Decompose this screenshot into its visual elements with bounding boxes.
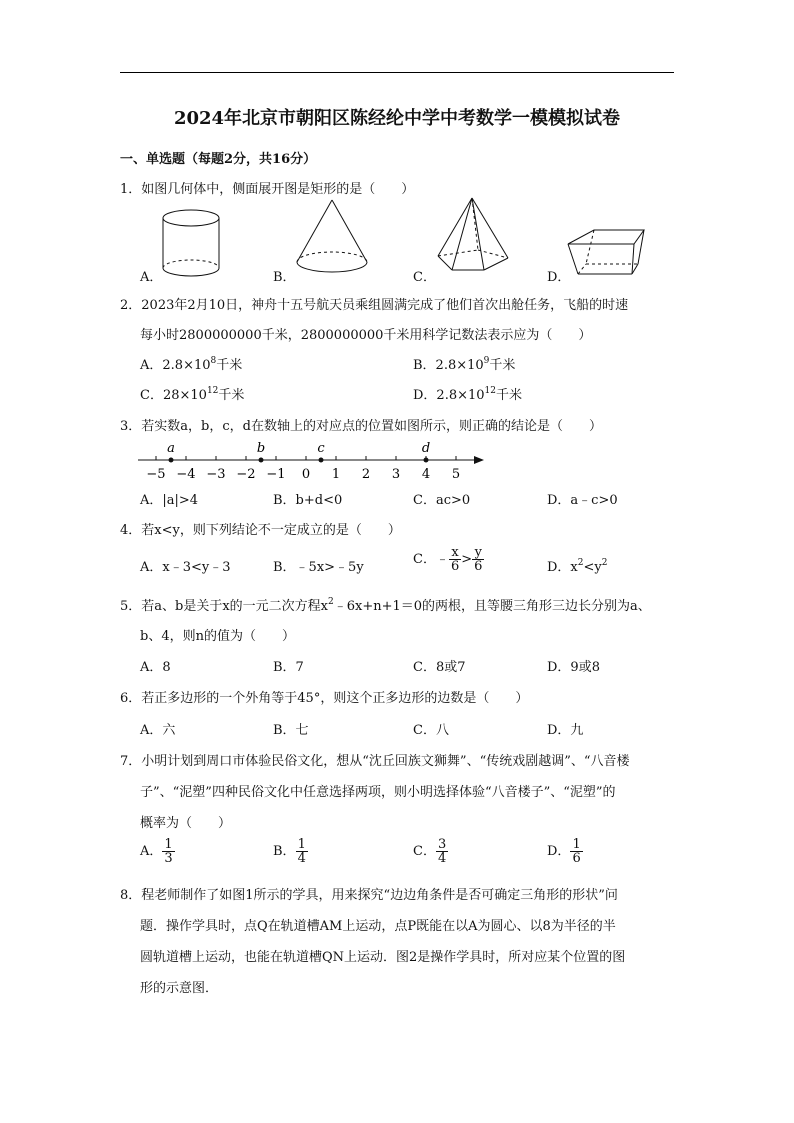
- q1-option-d[interactable]: D．: [547, 270, 571, 285]
- prism-icon: [566, 226, 646, 278]
- cylinder-icon: [160, 206, 222, 278]
- header-rule: [120, 72, 674, 73]
- axis-tick-label: −1: [266, 467, 286, 482]
- q4-stem: 4．若x<y，则下列结论不一定成立的是（ ）: [120, 523, 401, 538]
- q7-option-b[interactable]: B． $\frac{1}{4}$: [273, 837, 306, 866]
- q6-option-c[interactable]: C．八: [413, 723, 449, 738]
- q7-stem-line1: 7．小明计划到周口市体验民俗文化，想从“沈丘回族文狮舞”、“传统戏剧越调”、“八音楼: [120, 754, 630, 769]
- q3-option-b[interactable]: B．b+d<0: [273, 493, 343, 508]
- axis-tick-label: −4: [176, 467, 196, 482]
- q6-option-a[interactable]: A．六: [140, 723, 176, 738]
- axis-arrow-icon: [474, 456, 484, 464]
- number-line-point: [259, 458, 264, 463]
- q2-option-a[interactable]: A．$2.8\times 10^8$千米: [140, 355, 243, 373]
- number-line-point-label: d: [421, 441, 431, 456]
- number-line-point-label: b: [256, 441, 266, 456]
- q5-option-a[interactable]: A．8: [140, 660, 171, 675]
- q2-option-d[interactable]: D．$2.8\times 10^{12}$千米: [413, 385, 523, 403]
- q6-option-b[interactable]: B．七: [273, 723, 309, 738]
- q5-stem-line2: b、4，则n的值为（ ）: [140, 629, 295, 644]
- axis-tick-label: −2: [236, 467, 256, 482]
- axis-tick-label: 4: [421, 467, 431, 482]
- q8-stem-line4: 形的示意图．: [140, 981, 219, 996]
- q7-option-a[interactable]: A． $\frac{1}{3}$: [140, 837, 173, 866]
- q7-stem-line3: 概率为（ ）: [140, 816, 232, 831]
- q3-option-d[interactable]: D．a﹣c>0: [547, 493, 618, 508]
- axis-tick-label: 1: [331, 467, 341, 482]
- q6-option-d[interactable]: D．九: [547, 723, 584, 738]
- q4-option-d[interactable]: D．$x^2<y^2$: [547, 557, 608, 575]
- q8-stem-line2: 题．操作学具时，点Q在轨道槽AM上运动，点P既能在以A为圆心、以8为半径的半: [140, 919, 616, 934]
- q1-option-b[interactable]: B．: [273, 270, 296, 285]
- q6-stem: 6．若正多边形的一个外角等于45°，则这个正多边形的边数是（ ）: [120, 691, 529, 706]
- q7-stem-line2: 子”、“泥塑”四种民俗文化中任意选择两项，则小明选择体验“八音楼子”、“泥塑”的: [140, 785, 616, 800]
- q3-option-a[interactable]: A．|a|>4: [140, 493, 199, 508]
- q5-option-d[interactable]: D．9或8: [547, 660, 600, 675]
- axis-tick-label: −5: [146, 467, 166, 482]
- cone-icon: [293, 198, 371, 278]
- q2-option-b[interactable]: B．$2.8\times 10^9$千米: [413, 355, 516, 373]
- pyramid-icon: [434, 196, 514, 278]
- q4-option-a[interactable]: A．x﹣3<y﹣3: [140, 560, 231, 575]
- q4-option-b[interactable]: B．﹣5x>﹣5y: [273, 560, 364, 575]
- q8-stem-line1: 8．程老师制作了如图1所示的学具，用来探究“边边角条件是否可确定三角形的形状”问: [120, 888, 618, 903]
- q1-option-c[interactable]: C．: [413, 270, 436, 285]
- axis-tick-label: 0: [301, 467, 311, 482]
- number-line-point-label: a: [167, 441, 175, 456]
- q8-stem-line3: 圆轨道槽上运动，也能在轨道槽QN上运动．图2是操作学具时，所对应某个位置的图: [140, 950, 626, 965]
- q1-option-a[interactable]: A．: [140, 270, 163, 285]
- axis-tick-label: 2: [361, 467, 371, 482]
- q2-stem-line2: 每小时2800000000千米，2800000000千米用科学记数法表示应为（ ）: [140, 328, 592, 343]
- page-title: 2024年北京市朝阳区陈经纶中学中考数学一模模拟试卷: [173, 108, 621, 129]
- q4-option-c[interactable]: C．﹣ $\frac{x}{6}$ > $\frac{y}{6}$: [413, 545, 483, 574]
- axis-tick-label: 3: [391, 467, 401, 482]
- section-heading: 一、单选题（每题2分，共16分）: [120, 152, 317, 167]
- q2-option-c[interactable]: C．$28\times 10^{12}$千米: [140, 385, 245, 403]
- q5-option-b[interactable]: B．7: [273, 660, 304, 675]
- q7-option-d[interactable]: D． $\frac{1}{6}$: [547, 837, 581, 866]
- q3-stem: 3．若实数a，b，c，d在数轴上的对应点的位置如图所示，则正确的结论是（ ）: [120, 419, 602, 434]
- number-line-point: [424, 458, 429, 463]
- q2-stem-line1: 2．2023年2月10日，神舟十五号航天员乘组圆满完成了他们首次出舱任务，飞船的时速: [120, 298, 629, 313]
- number-line-point: [169, 458, 174, 463]
- number-line: [136, 436, 486, 488]
- number-line-point: [319, 458, 324, 463]
- axis-tick-label: 5: [451, 467, 461, 482]
- q1-stem: 1．如图几何体中，侧面展开图是矩形的是（ ）: [120, 182, 415, 197]
- q7-option-c[interactable]: C． $\frac{3}{4}$: [413, 837, 447, 866]
- axis-tick-label: −3: [206, 467, 226, 482]
- q5-option-c[interactable]: C．8或7: [413, 660, 466, 675]
- q3-option-c[interactable]: C．ac>0: [413, 493, 471, 508]
- number-line-point-label: c: [317, 441, 325, 456]
- q5-stem-line1: 5．若a、b是关于x的一元二次方程$x^2﹣6x+n+1=0$的两根，且等腰三角形三边长分别为a、: [120, 596, 651, 614]
